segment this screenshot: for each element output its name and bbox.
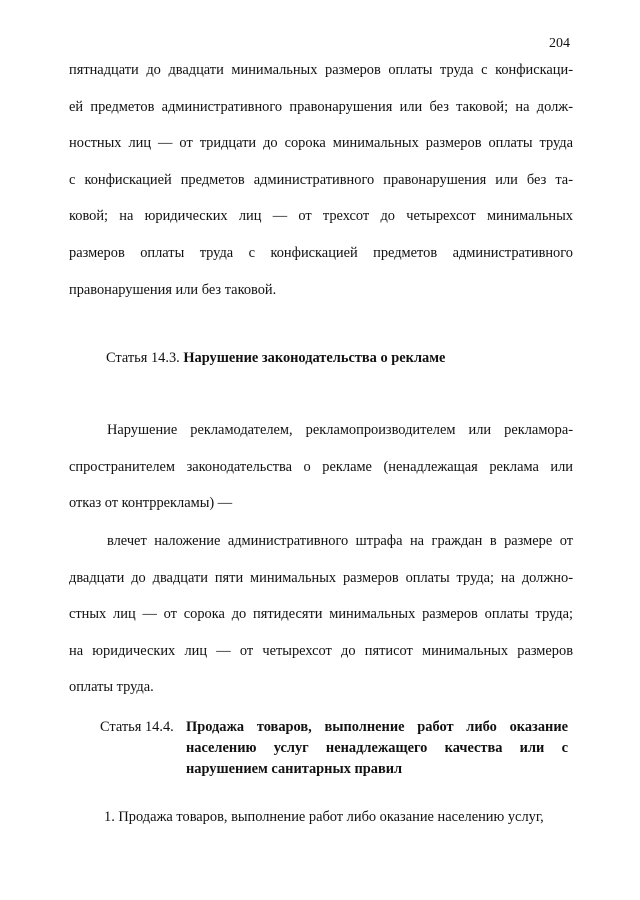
text-line: влечет наложение административного штрафа на граждан в размере от <box>107 533 573 549</box>
text-line: ностных лиц — от тридцати до сорока минимальных размеров оплаты труда <box>69 135 573 152</box>
text-line: с конфискацией предметов административного правонарушения или без та- <box>69 171 573 188</box>
text-line: правонарушения или без таковой. <box>69 281 277 298</box>
article-14-4-heading <box>100 717 568 780</box>
text-line: стных лиц — от сорока до пятидесяти минимальных размеров оплаты труда; <box>69 606 573 623</box>
article-title: Нарушение законодательства о рекламе <box>183 350 446 366</box>
paragraph-penalty <box>69 523 573 706</box>
article-title-line: населению услуг ненадлежащего качества или с <box>186 740 568 756</box>
paragraph-continuation <box>69 52 573 308</box>
text-line: пятнадцати до двадцати минимальных размеров оплаты труда с конфискаци- <box>69 62 573 78</box>
text-line: двадцати до двадцати пяти минимальных размеров оплаты труда; на должно- <box>69 569 573 586</box>
text-line: отказ от контррекламы) — <box>69 495 233 512</box>
text-line: ковой; на юридических лиц — от трехсот до четырехсот минимальных <box>69 208 573 225</box>
page-number: 204 <box>549 36 570 51</box>
text-line: оплаты труда. <box>69 679 154 696</box>
text-line: ей предметов административного правонарушения или без таковой; на долж- <box>69 98 573 115</box>
text-line: на юридических лиц — от четырехсот до пятисот минимальных размеров <box>69 642 573 659</box>
article-14-3-heading <box>106 348 445 368</box>
text-line: размеров оплаты труда с конфискацией предметов административного <box>69 244 573 261</box>
paragraph-violation <box>69 412 573 522</box>
text-line: Нарушение рекламодателем, рекламопроизводителем или рекламора- <box>107 422 573 438</box>
article-title-line: нарушением санитарных правил <box>186 761 403 777</box>
paragraph-sale-of-goods: 1. Продажа товаров, выполнение работ либо оказание населению услуг, <box>104 809 544 825</box>
article-number: Статья 14.4. <box>100 719 174 735</box>
text-line: спространителем законодательства о рекламе (ненадлежащая реклама или <box>69 458 573 475</box>
article-number: Статья 14.3. <box>106 350 180 366</box>
article-title-line: Продажа товаров, выполнение работ либо оказание <box>186 719 568 735</box>
